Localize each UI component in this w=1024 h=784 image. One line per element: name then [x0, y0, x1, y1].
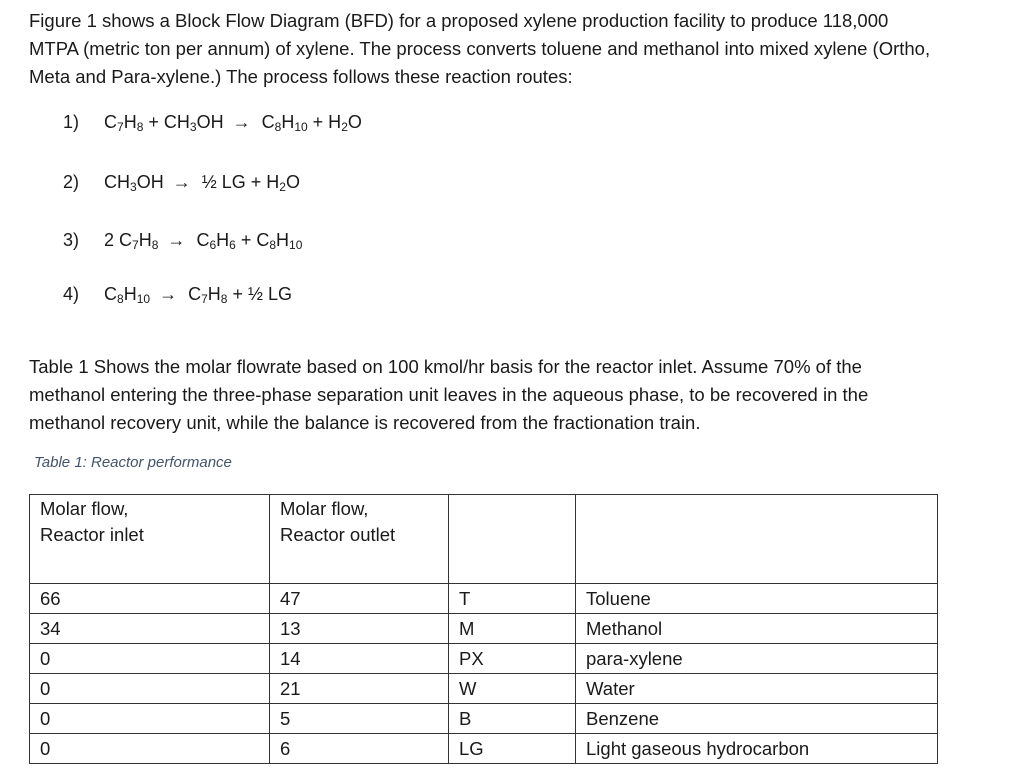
cell-component: Methanol — [576, 614, 938, 644]
reaction-products: ½ LG + $H_2O$ — [201, 172, 300, 194]
reaction-number: 1) — [63, 112, 80, 132]
cell-code: PX — [449, 644, 576, 674]
cell-inlet: 0 — [30, 734, 270, 764]
table-row — [30, 644, 938, 674]
cell-inlet: 0 — [30, 674, 270, 704]
cell-code: W — [449, 674, 576, 704]
cell-code: B — [449, 704, 576, 734]
reaction-products: $C_8H_{10} + H_2O$ — [261, 112, 362, 134]
header-cell-component — [576, 495, 938, 584]
cell-inlet: 66 — [30, 584, 270, 614]
reactor-performance-table — [29, 494, 938, 764]
cell-outlet: 14 — [270, 644, 449, 674]
cell-component: Light gaseous hydrocarbon — [576, 734, 938, 764]
cell-code: T — [449, 584, 576, 614]
table-intro-paragraph: Table 1 Shows the molar flowrate based on 100 kmol/hr basis for the reactor inlet. Assume 70% of the methanol entering the three-phase separation unit leaves in the aqueous phase, to be recovered in the methanol recovery unit, while the balance is recovered from the fractionation train. — [29, 356, 869, 433]
table-row — [30, 674, 938, 704]
reaction-2 — [63, 170, 300, 194]
cell-component: Toluene — [576, 584, 938, 614]
cell-component: Benzene — [576, 704, 938, 734]
table-row — [30, 614, 938, 644]
cell-component: Water — [576, 674, 938, 704]
reaction-number: 2) — [63, 172, 80, 192]
table-header-row — [30, 495, 938, 584]
cell-inlet: 0 — [30, 644, 270, 674]
reaction-4 — [63, 282, 292, 306]
table-row — [30, 734, 938, 764]
cell-code: M — [449, 614, 576, 644]
reaction-number: 4) — [63, 284, 80, 304]
reaction-products: $C_6H_6 + C_8H_{10}$ — [196, 230, 303, 252]
reaction-number: 3) — [63, 230, 80, 250]
cell-inlet: 34 — [30, 614, 270, 644]
cell-outlet: 5 — [270, 704, 449, 734]
reaction-3 — [63, 228, 302, 252]
cell-outlet: 13 — [270, 614, 449, 644]
arrow-right-icon: → — [172, 172, 191, 192]
table-row — [30, 704, 938, 734]
reaction-reactants: $CH_3OH$ — [104, 172, 164, 194]
header-cell-code — [449, 495, 576, 584]
arrow-right-icon: → — [167, 230, 186, 250]
cell-inlet: 0 — [30, 704, 270, 734]
arrow-right-icon: → — [159, 284, 178, 304]
table-row — [30, 584, 938, 614]
cell-outlet: 47 — [270, 584, 449, 614]
reaction-reactants: $C_8H_{10}$ — [104, 284, 151, 306]
intro-paragraph: Figure 1 shows a Block Flow Diagram (BFD) for a proposed xylene production facility to produce 118,000 MTPA (metric ton per annum) of xylene. The process converts toluene and methanol into mixed xylene (Ortho, Meta and Para-xylene.) The process follows these reaction routes: — [29, 10, 931, 87]
reaction-1 — [63, 110, 362, 134]
cell-outlet: 21 — [270, 674, 449, 704]
arrow-right-icon: → — [232, 112, 251, 132]
reaction-reactants: $C_7H_8 + CH_3OH$ — [104, 112, 224, 134]
header-cell-outlet: Molar flow, Reactor outlet — [270, 495, 449, 584]
table-caption: Table 1: Reactor performance — [34, 454, 232, 471]
header-cell-inlet: Molar flow, Reactor inlet — [30, 495, 270, 584]
cell-code: LG — [449, 734, 576, 764]
cell-outlet: 6 — [270, 734, 449, 764]
cell-component: para-xylene — [576, 644, 938, 674]
reaction-products: $C_7H_8$ + ½ LG — [188, 284, 293, 306]
reaction-reactants: 2 $C_7H_8$ — [104, 230, 159, 252]
